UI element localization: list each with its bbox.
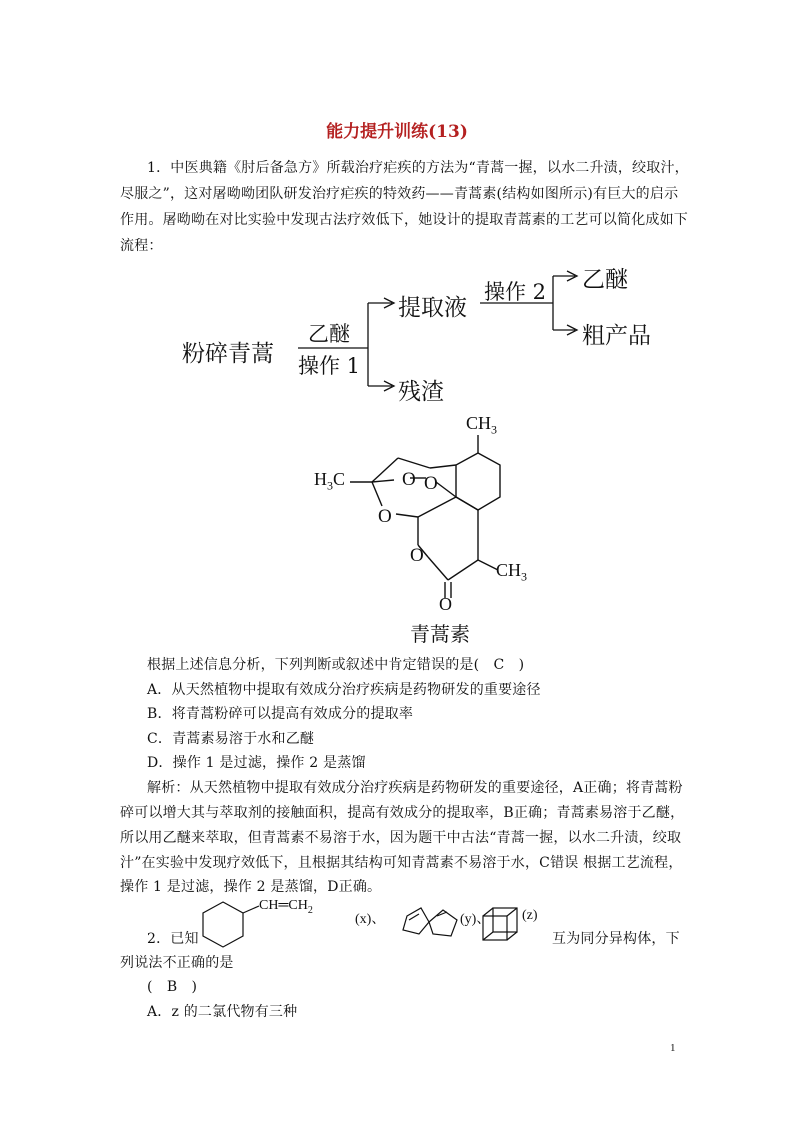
analysis-line3: 所以用乙醚来萃取，但青蒿素不易溶于水，因为题干中古法“青蒿一握，以水二升渍，绞取 — [120, 830, 682, 846]
flow-ether: 乙醚 — [582, 267, 628, 293]
analysis-line2: 碎可以增大其与萃取剂的接触面积，提高有效成分的提取率，B正确；青蒿素易溶于乙醚， — [120, 805, 685, 821]
q1-line4: 流程： — [120, 238, 163, 254]
flow-op2: 操作 2 — [484, 280, 547, 304]
ch3-right: $CH_3$ — [496, 560, 528, 584]
q1-line2: 尽服之”，这对屠呦呦团队研发治疗疟疾的特效药——青蒿素(结构如图所示)有巨大的启示 — [120, 186, 679, 202]
label-y: (y)、 — [460, 912, 491, 927]
q1-line3: 作用。屠呦呦在对比实验中发现古法疗效低下，她设计的提取青蒿素的工艺可以简化成如下 — [120, 212, 688, 228]
artemisinin-bonds — [300, 410, 560, 645]
o-atom-1: O — [402, 469, 416, 490]
o-atom-2: O — [424, 473, 438, 494]
carbonyl-o: O — [439, 594, 452, 614]
flow-residue: 残渣 — [398, 379, 444, 405]
flow-crude: 粗产品 — [582, 323, 651, 349]
q1-option-a: A．从天然植物中提取有效成分治疗疾病是药物研发的重要途径 — [147, 682, 541, 698]
page-number: 1 — [670, 1042, 676, 1054]
styrene-formula: $CH═CH_2$ — [259, 898, 313, 916]
flow-solvent: 乙醚 — [308, 322, 350, 346]
o-atom-4: O — [410, 545, 424, 566]
q2-suffix: 互为同分异构体，下 — [552, 931, 680, 947]
label-z: (z) — [522, 908, 538, 923]
q2-structures-line — [147, 898, 707, 958]
ch3-left: $H_3C$ — [314, 469, 346, 493]
q1-question: 根据上述信息分析，下列判断或叙述中肯定错误的是( C ) — [147, 657, 525, 673]
molecule-name: 青蒿素 — [410, 622, 470, 646]
flow-start: 粉碎青蒿 — [182, 341, 274, 367]
label-x: (x)、 — [355, 912, 386, 927]
extraction-flowchart — [170, 258, 690, 408]
q2-answer: ( B ) — [147, 979, 198, 995]
page-title: 能力提升训练(13) — [326, 122, 468, 142]
q1-option-b: B．将青蒿粉碎可以提高有效成分的提取率 — [147, 706, 414, 722]
q2-prefix: 2．已知 — [147, 931, 199, 947]
q1-line1: 1．中医典籍《肘后备急方》所载治疗疟疾的方法为“青蒿一握，以水二升渍，绞取汁， — [147, 160, 689, 176]
analysis-line5: 操作 1 是过滤，操作 2 是蒸馏，D正确。 — [120, 879, 382, 895]
flow-extract: 提取液 — [398, 295, 467, 321]
ch3-top: $CH_3$ — [466, 413, 498, 437]
analysis-line4: 汁”在实验中发现疗效低下，且根据其结构可知青蒿素不易溶于水，C错误 根据工艺流程， — [120, 855, 683, 871]
flow-op1: 操作 1 — [298, 354, 361, 378]
q1-option-d: D．操作 1 是过滤，操作 2 是蒸馏 — [147, 755, 366, 771]
q2-option-a: A．z 的二氯代物有三种 — [147, 1004, 298, 1020]
artemisinin-structure — [300, 410, 560, 645]
q1-option-c: C．青蒿素易溶于水和乙醚 — [147, 731, 315, 747]
o-atom-3: O — [378, 506, 392, 527]
analysis-line1: 解析：从天然植物中提取有效成分治疗疾病是药物研发的重要途径，A正确；将青蒿粉 — [147, 780, 683, 796]
q2-line2: 列说法不正确的是 — [120, 955, 234, 971]
